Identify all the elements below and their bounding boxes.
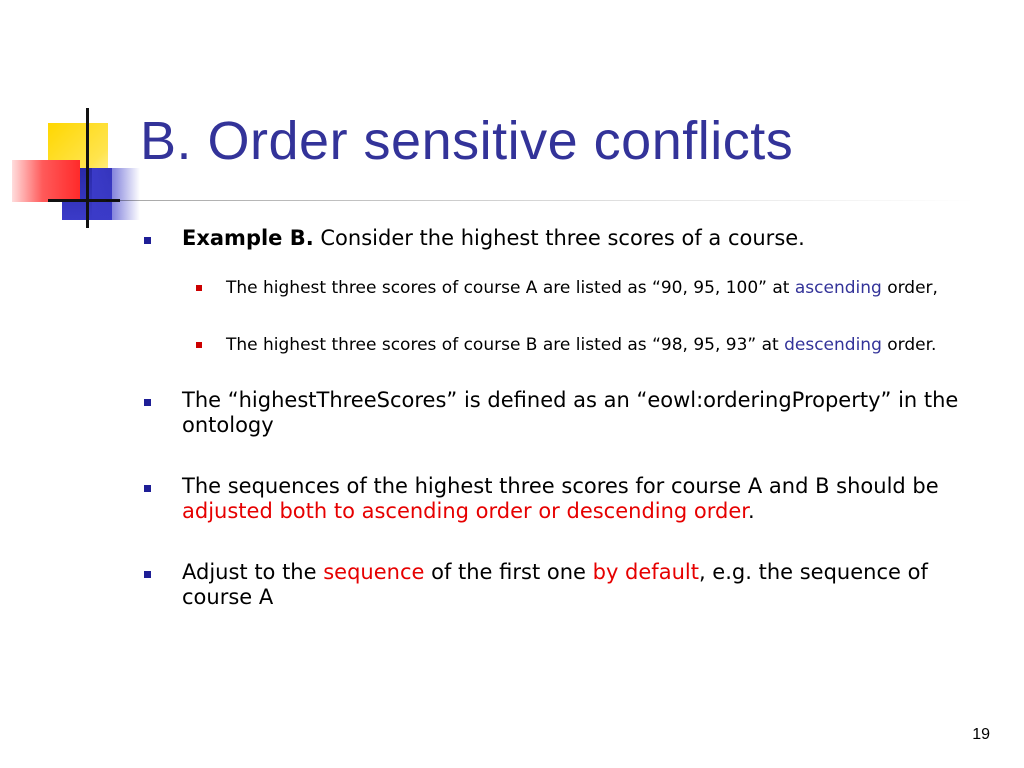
title-underline bbox=[106, 200, 976, 201]
highlight-ascending: ascending bbox=[794, 278, 882, 298]
bullet-bold-label: Example B. bbox=[182, 226, 314, 250]
highlight-by-default: by default bbox=[592, 560, 699, 584]
bullet-tail: , e.g. the sequence of course A bbox=[182, 560, 928, 609]
bullet-text: Consider the highest three scores of a course. bbox=[313, 226, 805, 250]
highlight-sequence: sequence bbox=[323, 560, 425, 584]
corner-ornament bbox=[0, 0, 160, 240]
bullet-sequences bbox=[140, 474, 1000, 524]
highlight-adjusted: adjusted both to ascending order or descending order bbox=[182, 499, 749, 523]
bullet-tail: . bbox=[748, 499, 755, 523]
ornament-red-fade bbox=[12, 160, 80, 202]
sub-bullet-text: The highest three scores of course B are listed as “98, 95, 93” at bbox=[226, 335, 785, 355]
bullet-ordering-property bbox=[140, 388, 1000, 438]
bullet-text: The sequences of the highest three scores for course A and B should be bbox=[182, 474, 939, 498]
ornament-blue-fade bbox=[92, 168, 140, 220]
sub-bullet-text: The highest three scores of course A are listed as “90, 95, 100” at bbox=[226, 278, 795, 298]
bullet-middle: of the first one bbox=[424, 560, 593, 584]
page-number: 19 bbox=[972, 726, 990, 743]
bullet-example-b bbox=[140, 226, 1000, 251]
bullet-adjust-default bbox=[140, 560, 1000, 610]
bullet-text: Adjust to the bbox=[182, 560, 324, 584]
sub-bullet-course-b bbox=[196, 334, 1000, 356]
sub-bullet-tail: order. bbox=[881, 335, 937, 355]
sub-bullet-course-a bbox=[196, 277, 1000, 299]
slide-content bbox=[140, 226, 1000, 610]
sub-bullet-tail: order, bbox=[881, 278, 938, 298]
highlight-descending: descending bbox=[784, 335, 882, 355]
slide-title: B. Order sensitive conflicts bbox=[140, 111, 794, 171]
bullet-text: The “highestThreeScores” is defined as an “eowl:orderingProperty” in the ontology bbox=[182, 388, 959, 437]
ornament-vertical-line bbox=[86, 108, 89, 228]
